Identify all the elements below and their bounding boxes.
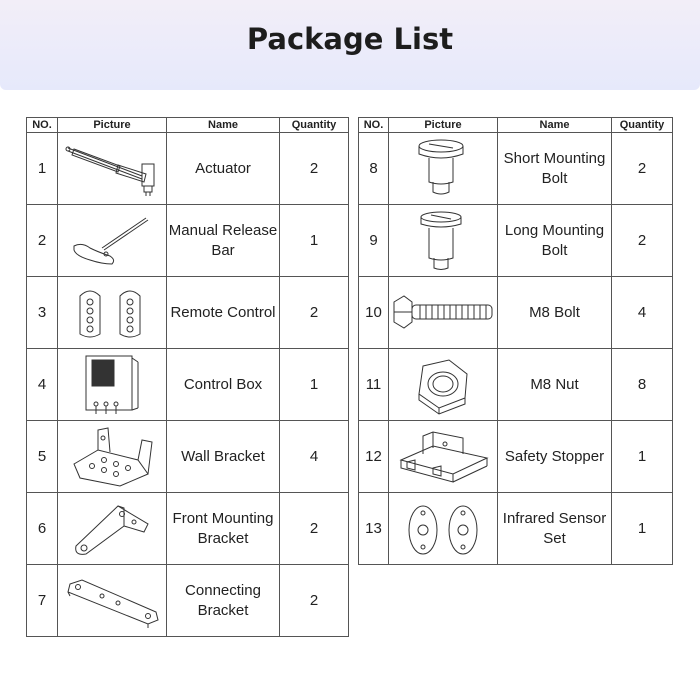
item-no: 3 <box>27 277 58 349</box>
item-no: 6 <box>27 493 58 565</box>
item-picture <box>389 133 498 205</box>
item-name: Manual Release Bar <box>167 205 280 277</box>
table-row <box>359 277 673 349</box>
control-box-icon <box>62 352 162 418</box>
header-quantity: Quantity <box>612 118 673 133</box>
item-quantity: 1 <box>280 349 349 421</box>
item-quantity: 1 <box>612 493 673 565</box>
header-no: NO. <box>27 118 58 133</box>
m8-nut-icon <box>393 352 493 418</box>
item-no: 2 <box>27 205 58 277</box>
header-name: Name <box>498 118 612 133</box>
header-no: NO. <box>359 118 389 133</box>
item-picture <box>58 205 167 277</box>
header-name: Name <box>167 118 280 133</box>
item-quantity: 2 <box>280 133 349 205</box>
item-picture <box>58 349 167 421</box>
table-row <box>27 205 349 277</box>
front-bracket-icon <box>62 496 162 562</box>
item-name: Control Box <box>167 349 280 421</box>
table-row <box>27 565 349 637</box>
item-no: 8 <box>359 133 389 205</box>
item-picture <box>58 133 167 205</box>
item-no: 13 <box>359 493 389 565</box>
release-bar-icon <box>62 208 162 274</box>
item-no: 12 <box>359 421 389 493</box>
header-picture: Picture <box>389 118 498 133</box>
table-row <box>359 421 673 493</box>
item-picture <box>58 565 167 637</box>
safety-stopper-icon <box>393 424 493 490</box>
item-name: M8 Nut <box>498 349 612 421</box>
item-quantity: 2 <box>612 133 673 205</box>
header-quantity: Quantity <box>280 118 349 133</box>
connecting-bracket-icon <box>62 568 162 634</box>
item-quantity: 2 <box>280 493 349 565</box>
item-name: Short Mounting Bolt <box>498 133 612 205</box>
table-row <box>359 349 673 421</box>
item-picture <box>389 205 498 277</box>
table-row <box>27 349 349 421</box>
item-quantity: 1 <box>280 205 349 277</box>
item-name: Front Mounting Bracket <box>167 493 280 565</box>
item-name: M8 Bolt <box>498 277 612 349</box>
infrared-sensor-icon <box>393 496 493 562</box>
item-no: 9 <box>359 205 389 277</box>
table-row <box>27 133 349 205</box>
item-picture <box>389 349 498 421</box>
item-no: 11 <box>359 349 389 421</box>
long-bolt-icon <box>393 208 493 274</box>
item-no: 1 <box>27 133 58 205</box>
item-quantity: 1 <box>612 421 673 493</box>
package-table-left <box>26 117 349 637</box>
package-table-right <box>358 117 673 565</box>
item-name: Connecting Bracket <box>167 565 280 637</box>
item-name: Wall Bracket <box>167 421 280 493</box>
item-name: Remote Control <box>167 277 280 349</box>
short-bolt-icon <box>393 136 493 202</box>
item-picture <box>389 277 498 349</box>
item-no: 7 <box>27 565 58 637</box>
m8-bolt-icon <box>390 280 496 346</box>
item-no: 10 <box>359 277 389 349</box>
item-picture <box>389 493 498 565</box>
item-picture <box>58 277 167 349</box>
item-no: 5 <box>27 421 58 493</box>
table-row <box>359 133 673 205</box>
table-header-row <box>359 118 673 133</box>
item-quantity: 8 <box>612 349 673 421</box>
table-header-row <box>27 118 349 133</box>
actuator-icon <box>62 136 162 202</box>
item-name: Safety Stopper <box>498 421 612 493</box>
page-title: Package List <box>246 22 454 56</box>
item-name: Long Mounting Bolt <box>498 205 612 277</box>
item-quantity: 2 <box>612 205 673 277</box>
header-picture: Picture <box>58 118 167 133</box>
item-picture <box>58 421 167 493</box>
table-row <box>27 493 349 565</box>
item-quantity: 4 <box>612 277 673 349</box>
item-picture <box>58 493 167 565</box>
wall-bracket-icon <box>62 424 162 490</box>
item-quantity: 2 <box>280 277 349 349</box>
item-no: 4 <box>27 349 58 421</box>
item-picture <box>389 421 498 493</box>
table-row <box>27 421 349 493</box>
item-quantity: 4 <box>280 421 349 493</box>
table-row <box>359 205 673 277</box>
table-row <box>27 277 349 349</box>
item-quantity: 2 <box>280 565 349 637</box>
item-name: Infrared Sensor Set <box>498 493 612 565</box>
item-name: Actuator <box>167 133 280 205</box>
table-row <box>359 493 673 565</box>
remote-control-icon <box>62 280 162 346</box>
